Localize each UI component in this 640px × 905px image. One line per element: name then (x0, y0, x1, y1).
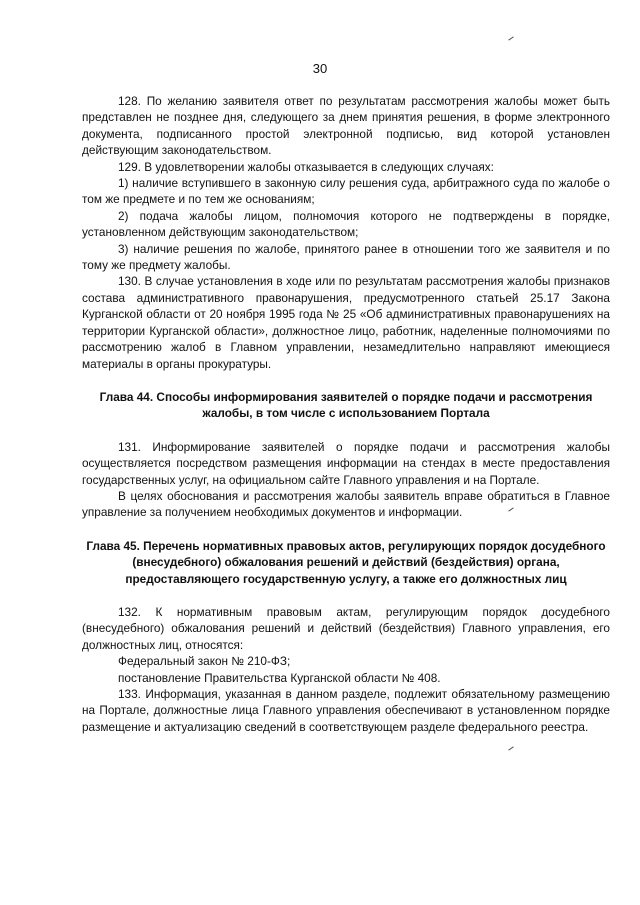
page-number: 30 (312, 61, 328, 76)
paragraph-132: 132. К нормативным правовым актам, регулирующим порядок досудебного (внесудебного) обжалования решений и действий (бездействия) Главного управления, его должностных лиц, относятся: (82, 604, 610, 652)
paragraph-133: 133. Информация, указанная в данном разделе, подлежит обязательному размещению на Портале, должностные лица Главного управления обеспечивают в установленном порядке размещение и актуализацию сведений в соответствующем разделе федерального реестра. (82, 687, 610, 734)
scan-mark (508, 746, 513, 750)
chapter-44-heading: Глава 44. Способы информирования заявителей о порядке подачи и рассмотрения жалобы, в том числе с использованием Портала (99, 389, 593, 421)
paragraph-130: 130. В случае установления в ходе или по результатам рассмотрения жалобы признаков состава административного правонарушения, предусмотренного статьей 25.17 Закона Курганской области от 20 ноября 1995 года № 25 «Об административных правонарушениях на территории Курганской области», должностное лицо, работник, наделенные полномочиями по рассмотрению жалоб в Главном управлении, незамедлительно направляют имеющиеся материалы в органы прокуратуры. (82, 274, 610, 371)
chapter-45-heading: Глава 45. Перечень нормативных правовых актов, регулирующих порядок досудебного (внесудебного) обжалования решений и действий (бездействия) органа, предоставляющего государственную услугу, а также его должностных лиц (86, 538, 606, 586)
list-item-3: 3) наличие решения по жалобе, принятого ранее в отношении того же заявителя и по тому же предмету жалобы. (82, 241, 610, 273)
paragraph-128: 128. По желанию заявителя ответ по результатам рассмотрения жалобы может быть представлен не позднее дня, следующего за днем принятия решения, в форме электронного документа, подписанного простой электронной подписью, вид которой установлен действующим законодательством. (82, 94, 610, 158)
document-body (82, 93, 610, 735)
paragraph-131: 131. Информирование заявителей о порядке подачи и рассмотрения жалобы осуществляется посредством размещения информации на стендах в месте предоставления государственных услуг, на официальном сайте Главного управления и на Портале. (82, 439, 610, 487)
paragraph-131-note: В целях обоснования и рассмотрения жалобы заявитель вправе обратиться в Главное управление за получением необходимых документов и информации. (82, 488, 610, 520)
list-item-1: 1) наличие вступившего в законную силу решения суда, арбитражного суда по жалобе о том же предмете и по тем же основаниям; (82, 176, 610, 207)
law-item-2: постановление Правительства Курганской области № 408. (118, 670, 441, 685)
scan-mark (508, 36, 513, 40)
paragraph-129: 129. В удовлетворении жалобы отказывается в следующих случаях: (118, 159, 494, 174)
law-item-1: Федеральный закон № 210-ФЗ; (118, 654, 291, 669)
list-item-2: 2) подача жалобы лицом, полномочия которого не подтверждены в порядке, установленном действующим законодательством; (82, 208, 610, 240)
